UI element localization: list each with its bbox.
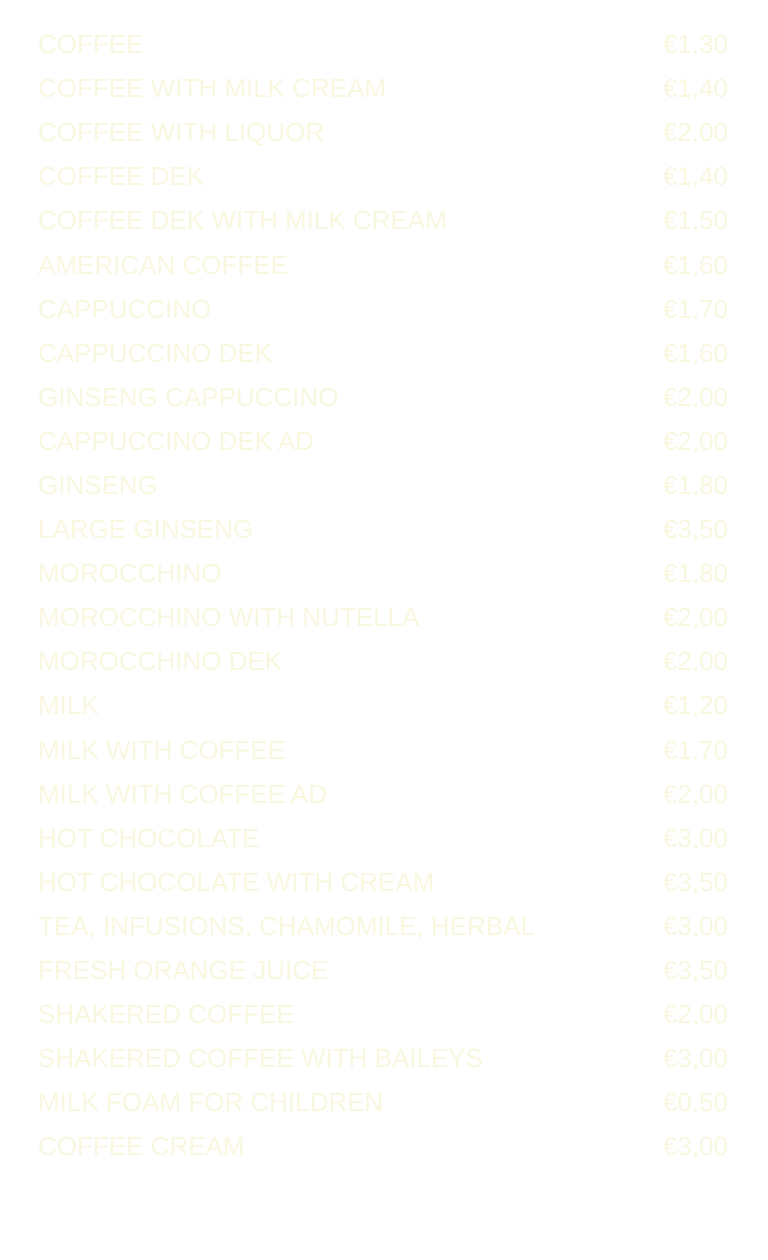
menu-item bbox=[38, 551, 728, 595]
menu-item-name: HOT CHOCOLATE bbox=[38, 822, 260, 853]
menu-item bbox=[38, 463, 728, 507]
menu-item bbox=[38, 110, 728, 154]
menu-item bbox=[38, 595, 728, 639]
menu-item bbox=[38, 1080, 728, 1124]
menu-item-name: COFFEE DEK bbox=[38, 161, 205, 192]
menu-item-name: CAPPUCCINO DEK bbox=[38, 337, 273, 368]
menu-item-price: €1,60 bbox=[662, 337, 728, 368]
menu-item-name: COFFEE CREAM bbox=[38, 1131, 245, 1162]
menu-item-price: €3,00 bbox=[662, 910, 728, 941]
menu-item-price: €1,40 bbox=[662, 73, 728, 104]
menu-item-price: €0,50 bbox=[662, 1087, 728, 1118]
menu-item bbox=[38, 154, 728, 198]
menu-item bbox=[38, 242, 728, 286]
menu-item-name: SHAKERED COFFEE bbox=[38, 999, 294, 1030]
menu-item-name: COFFEE DEK WITH MILK CREAM bbox=[38, 205, 447, 236]
menu-item bbox=[38, 1124, 728, 1168]
menu-item bbox=[38, 639, 728, 683]
menu-item bbox=[38, 948, 728, 992]
menu-item-price: €3,50 bbox=[662, 955, 728, 986]
menu-item bbox=[38, 992, 728, 1036]
menu-item-name: SHAKERED COFFEE WITH BAILEYS bbox=[38, 1043, 483, 1074]
menu-item-name: MOROCCHINO WITH NUTELLA bbox=[38, 602, 420, 633]
menu-item bbox=[38, 287, 728, 331]
menu-item bbox=[38, 22, 728, 66]
menu-item bbox=[38, 198, 728, 242]
menu-item-price: €1,80 bbox=[662, 469, 728, 500]
menu-item-name: MOROCCHINO bbox=[38, 558, 222, 589]
menu-item-price: €1,40 bbox=[662, 161, 728, 192]
menu-item-price: €2,00 bbox=[662, 602, 728, 633]
menu-item bbox=[38, 507, 728, 551]
menu-item-price: €2,00 bbox=[662, 999, 728, 1030]
menu-item-name: AMERICAN COFFEE bbox=[38, 249, 288, 280]
menu-item-name: COFFEE bbox=[38, 29, 144, 60]
menu-item-price: €1,80 bbox=[662, 558, 728, 589]
menu-item bbox=[38, 375, 728, 419]
menu-item-price: €3,00 bbox=[662, 1131, 728, 1162]
menu-item bbox=[38, 860, 728, 904]
menu-item-name: MILK bbox=[38, 690, 99, 721]
menu-item-name: MILK WITH COFFEE AD bbox=[38, 778, 327, 809]
menu-item bbox=[38, 1036, 728, 1080]
menu-item-price: €3,00 bbox=[662, 1043, 728, 1074]
menu-item-price: €3,50 bbox=[662, 866, 728, 897]
menu-item-price: €2,00 bbox=[662, 117, 728, 148]
menu-item-price: €1,60 bbox=[662, 249, 728, 280]
menu-item-price: €2,00 bbox=[662, 646, 728, 677]
menu-item-price: €2,00 bbox=[662, 778, 728, 809]
menu-item bbox=[38, 904, 728, 948]
menu-item-name: MILK FOAM FOR CHILDREN bbox=[38, 1087, 384, 1118]
menu-item bbox=[38, 816, 728, 860]
menu-item-price: €2,00 bbox=[662, 381, 728, 412]
menu-item-price: €1,30 bbox=[662, 29, 728, 60]
menu-item bbox=[38, 728, 728, 772]
menu-item-name: GINSENG bbox=[38, 469, 158, 500]
menu-item-price: €1,50 bbox=[662, 205, 728, 236]
menu-item-name: GINSENG CAPPUCCINO bbox=[38, 381, 339, 412]
menu-item-price: €1,70 bbox=[662, 293, 728, 324]
menu-item-name: TEA, INFUSIONS, CHAMOMILE, HERBAL bbox=[38, 910, 535, 941]
menu-item-name: MOROCCHINO DEK bbox=[38, 646, 283, 677]
menu-item bbox=[38, 331, 728, 375]
menu-list bbox=[38, 22, 728, 1168]
menu-item bbox=[38, 772, 728, 816]
menu-item-name: HOT CHOCOLATE WITH CREAM bbox=[38, 866, 435, 897]
menu-item-name: COFFEE WITH LIQUOR bbox=[38, 117, 324, 148]
menu-item-price: €3,50 bbox=[662, 514, 728, 545]
menu-item-price: €1,70 bbox=[662, 734, 728, 765]
menu-item-name: LARGE GINSENG bbox=[38, 514, 254, 545]
menu-item-name: FRESH ORANGE JUICE bbox=[38, 955, 329, 986]
menu-item-name: MILK WITH COFFEE bbox=[38, 734, 285, 765]
menu-item bbox=[38, 66, 728, 110]
menu-item-price: €3,00 bbox=[662, 822, 728, 853]
menu-item bbox=[38, 683, 728, 727]
menu-item-name: CAPPUCCINO DEK AD bbox=[38, 425, 314, 456]
menu-item-price: €1,20 bbox=[662, 690, 728, 721]
menu-item-price: €2,00 bbox=[662, 425, 728, 456]
menu-item-name: CAPPUCCINO bbox=[38, 293, 212, 324]
menu-item-name: COFFEE WITH MILK CREAM bbox=[38, 73, 387, 104]
menu-item bbox=[38, 419, 728, 463]
